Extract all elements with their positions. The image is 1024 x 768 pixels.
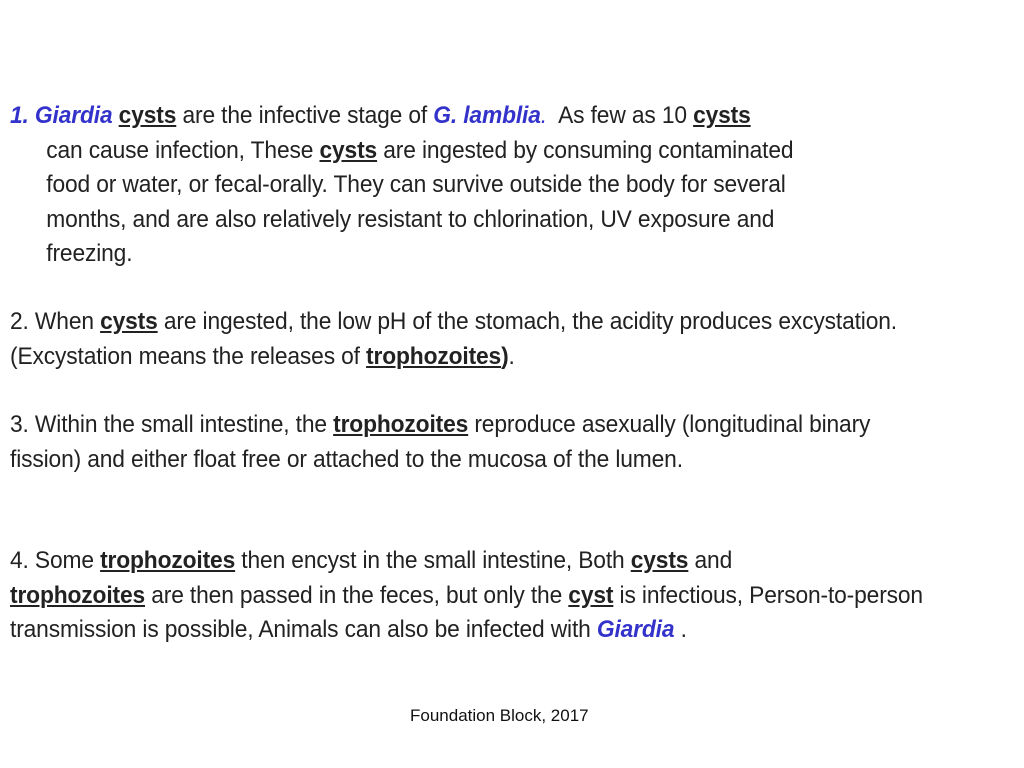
close-paren: ) [501, 342, 509, 370]
trophozoites-term: trophozoites [10, 581, 146, 609]
text-segment: As few as 10 [546, 102, 694, 129]
text-segment: reproduce asexually (longitudinal binary fission) and either float free or attached to the mucosa of the lumen. [10, 411, 871, 473]
text-segment: are then passed in the feces, but only the [145, 581, 569, 609]
g-lamblia-term: G. lamblia [433, 102, 541, 129]
text-segment: 2. When [10, 308, 101, 335]
paragraph-1-line-2 [10, 134, 940, 169]
text-segment: is infectious, Person-to-person transmission is possible, Animals can also be infected with [10, 581, 923, 643]
cysts-term: cysts [693, 102, 751, 129]
paragraph-1-line-1 [10, 99, 940, 134]
text-segment: . [674, 616, 687, 643]
footer-text: Foundation Block, 2017 [410, 706, 589, 725]
paragraph-1-line-5: freezing. [46, 240, 133, 267]
trophozoites-term: trophozoites [333, 411, 469, 438]
text-segment: are the infective stage of [176, 102, 434, 129]
period: . [540, 102, 547, 129]
text-segment: can cause infection, These [46, 136, 320, 164]
cysts-term: cysts [118, 102, 177, 129]
text-segment: 3. Within the small intestine, the [10, 411, 334, 438]
text-segment: are ingested by consuming contaminated [377, 136, 794, 164]
paragraph-4 [10, 544, 940, 648]
trophozoites-term: trophozoites [366, 342, 502, 370]
cysts-term: cysts [319, 136, 378, 164]
paragraph-1-line-4: months, and are also relatively resistant to chlorination, UV exposure and [46, 205, 775, 233]
list-number-1: 1. [10, 102, 29, 129]
paragraph-2 [10, 305, 940, 374]
paragraph-1 [10, 99, 940, 272]
cysts-term: cysts [630, 547, 689, 574]
text-segment: . [508, 342, 515, 370]
trophozoites-term: trophozoites [100, 547, 236, 574]
text-segment: 4. Some [10, 547, 101, 574]
text-segment: and [688, 547, 733, 574]
paragraph-3 [10, 408, 940, 477]
cyst-term: cyst [568, 581, 614, 609]
text-segment: then encyst in the small intestine, Both [235, 547, 631, 574]
text-segment: are ingested, the low pH of the stomach, the acidity produces excystation. (Excystation means the releases of [10, 308, 897, 370]
cysts-term: cysts [100, 308, 158, 335]
paragraph-1-line-3: food or water, or fecal-orally. They can survive outside the body for several [46, 171, 786, 198]
giardia-term: Giardia [34, 102, 113, 129]
giardia-term: Giardia [596, 616, 675, 643]
